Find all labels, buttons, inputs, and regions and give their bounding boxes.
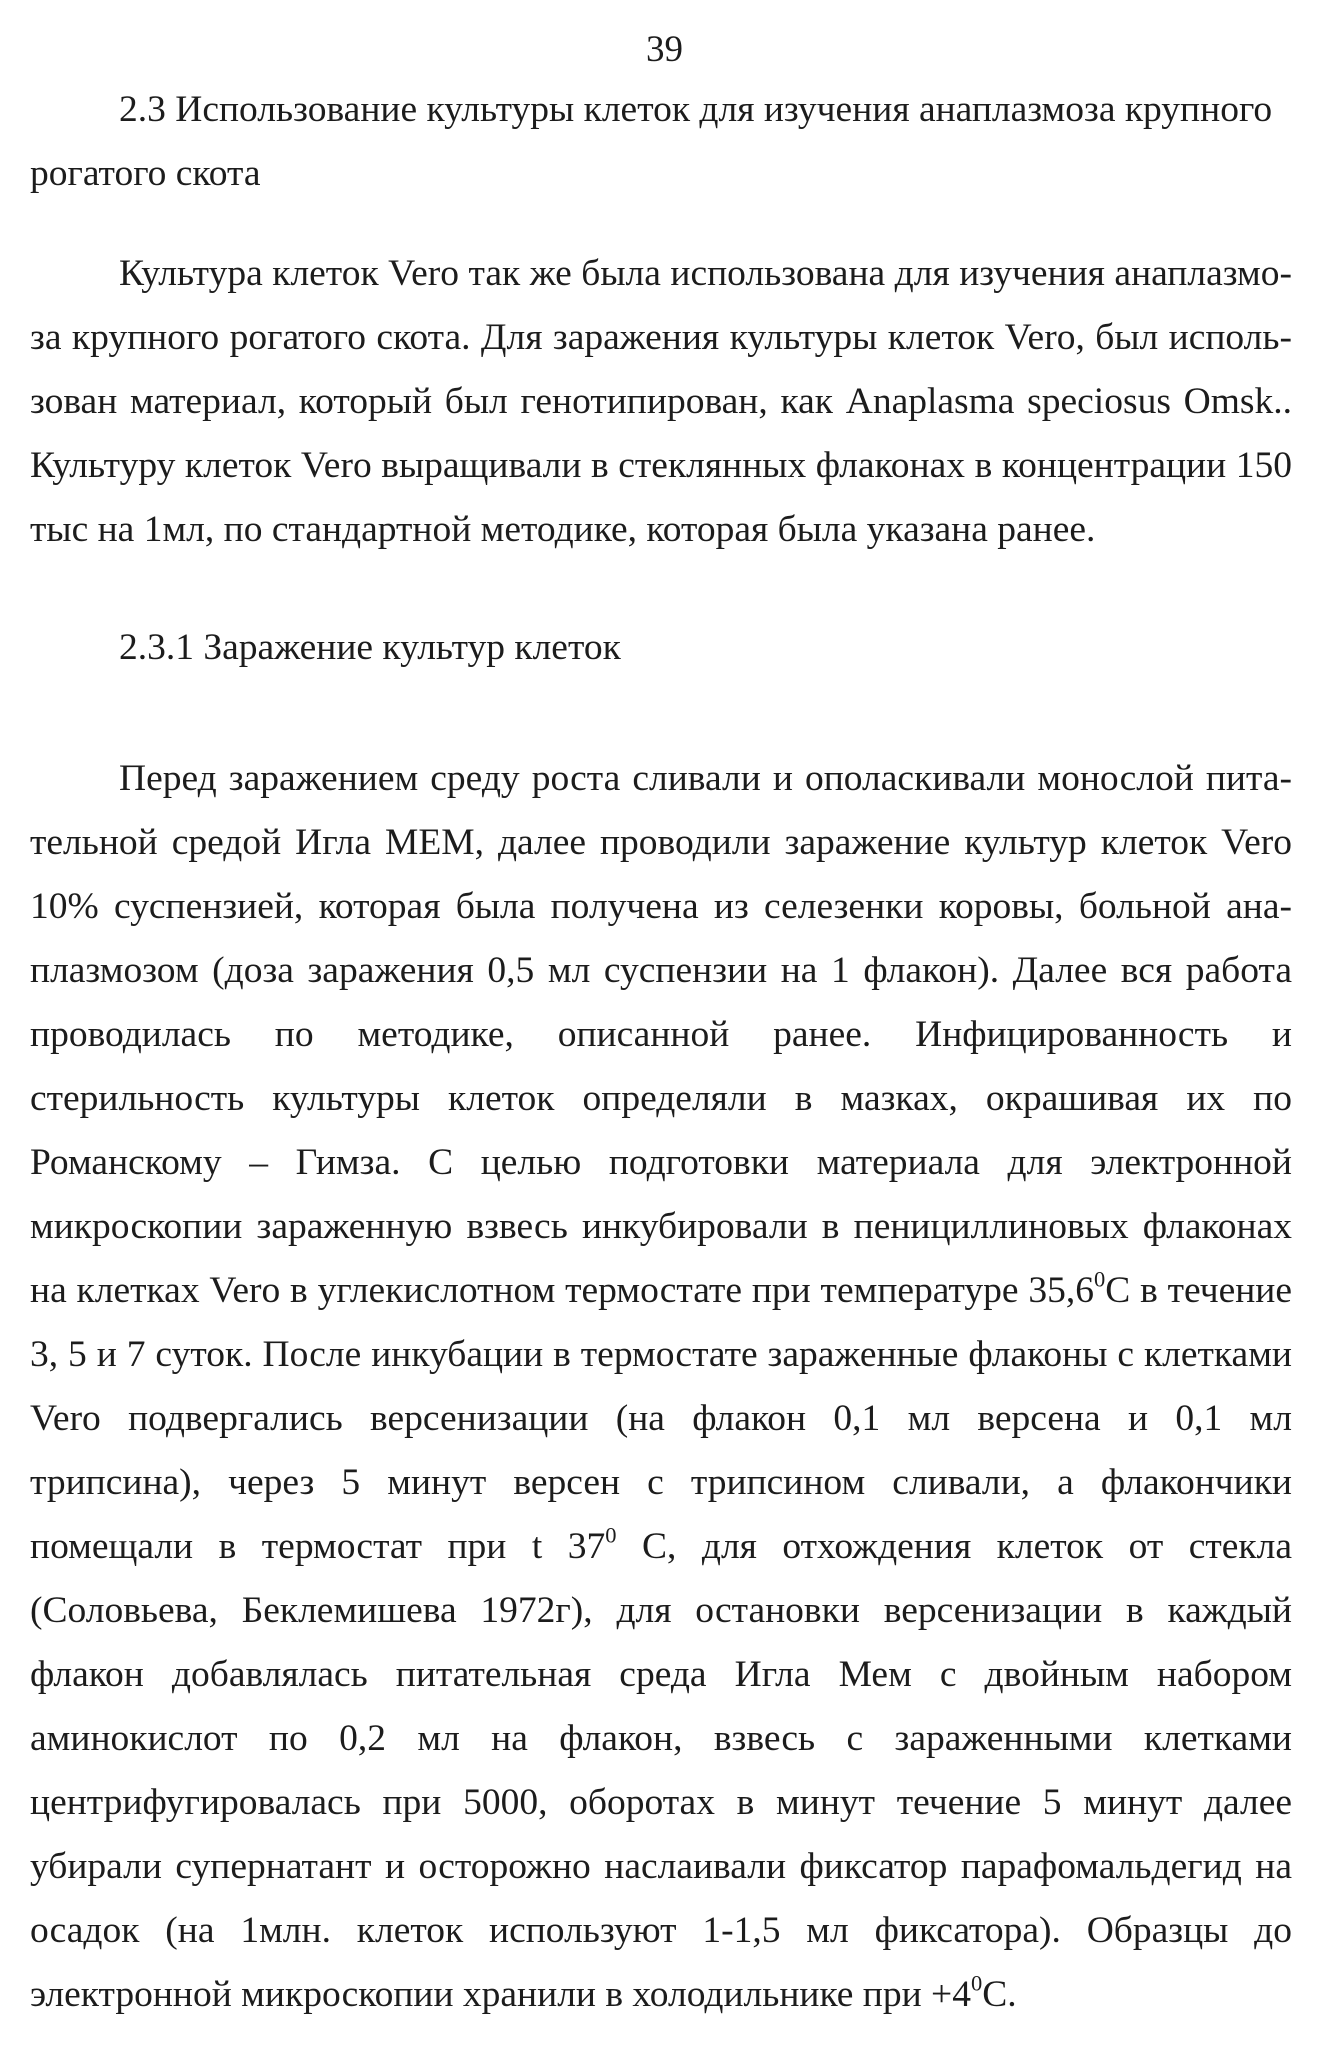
degree-superscript: 0 [605,1522,617,1548]
section-heading-text: 2.3 Использование культуры клеток для изучения анаплазмоза крупного рогатого скота [30,89,1273,194]
paragraph-text-part-3: С, для отхождения клеток от стекла (Соловьева, Беклемишева 1972г), для остановки версенизации в каждый флакон добавлялась питательная среда Игла Мем с двойным набором аминокислот по 0,2 мл на флакон, взвесь с зараженными клетками центрифугировалась при 5000, оборотах в минут течение 5 минут далее убирали супернатант и осторожно наслаивали фиксатор парафомальдегид на осадок (на 1млн. клеток используют 1-1,5 мл фиксатора). Образцы до электронной микроскопии хранили в холодильнике при +4 [30,1526,1292,2015]
degree-superscript: 0 [970,1970,983,1996]
subsection-paragraph [30,747,1292,2027]
paragraph-text-part-2: С в течение 3, 5 и 7 суток. После инкубации в термостате зараженные флаконы с клетками Vero подвергались версенизации (на флакон 0,1 мл версена и 0,1 мл трипсина), через 5 минут версен с трипсином сливали, а флакончики помещали в термостат при t 37 [30,1270,1293,1567]
subsection-heading [30,616,1292,680]
section-heading [30,78,1292,206]
paragraph-text-part-1: Перед заражением среду роста сливали и ополаскивали монослой питательной средой Игла МЕМ, далее проводили заражение культур клеток Vero 10% суспензией, которая была получена из селезенки коровы, больной анаплазмозом (доза заражения 0,5 мл суспензии на 1 флакон). Далее вся работа проводилась по методике, описанной ранее. Инфицированность и стерильность культуры клеток определяли в мазках, окрашивая их по Романскому – Гимза. С целью подготовки материала для электронной микроскопии зараженную взвесь инкубировали в пенициллиновых флаконах на клетках Vero в углекислотном термостате при температуре 35,6 [30,758,1292,1311]
paragraph-text-part-4: С. [982,1974,1017,2015]
subsection-heading-text: 2.3.1 Заражение культур клеток [119,627,621,668]
section-paragraph [30,242,1292,562]
degree-superscript: 0 [1093,1266,1106,1292]
page-number: 39 [646,29,683,70]
subsection-paragraph-text [30,747,1292,2027]
section-paragraph-text: Культура клеток Vero так же была использована для изучения анаплазмоза крупного рогатого скота. Для заражения культуры клеток Vero, был использован материал, который был генотипирован, как Anaplasma speciosus Omsk.. Культуру клеток Vero выращивали в стеклянных флаконах в концентрации 150 тыс на 1мл, по стандартной методике, которая была указана ранее. [30,253,1292,550]
